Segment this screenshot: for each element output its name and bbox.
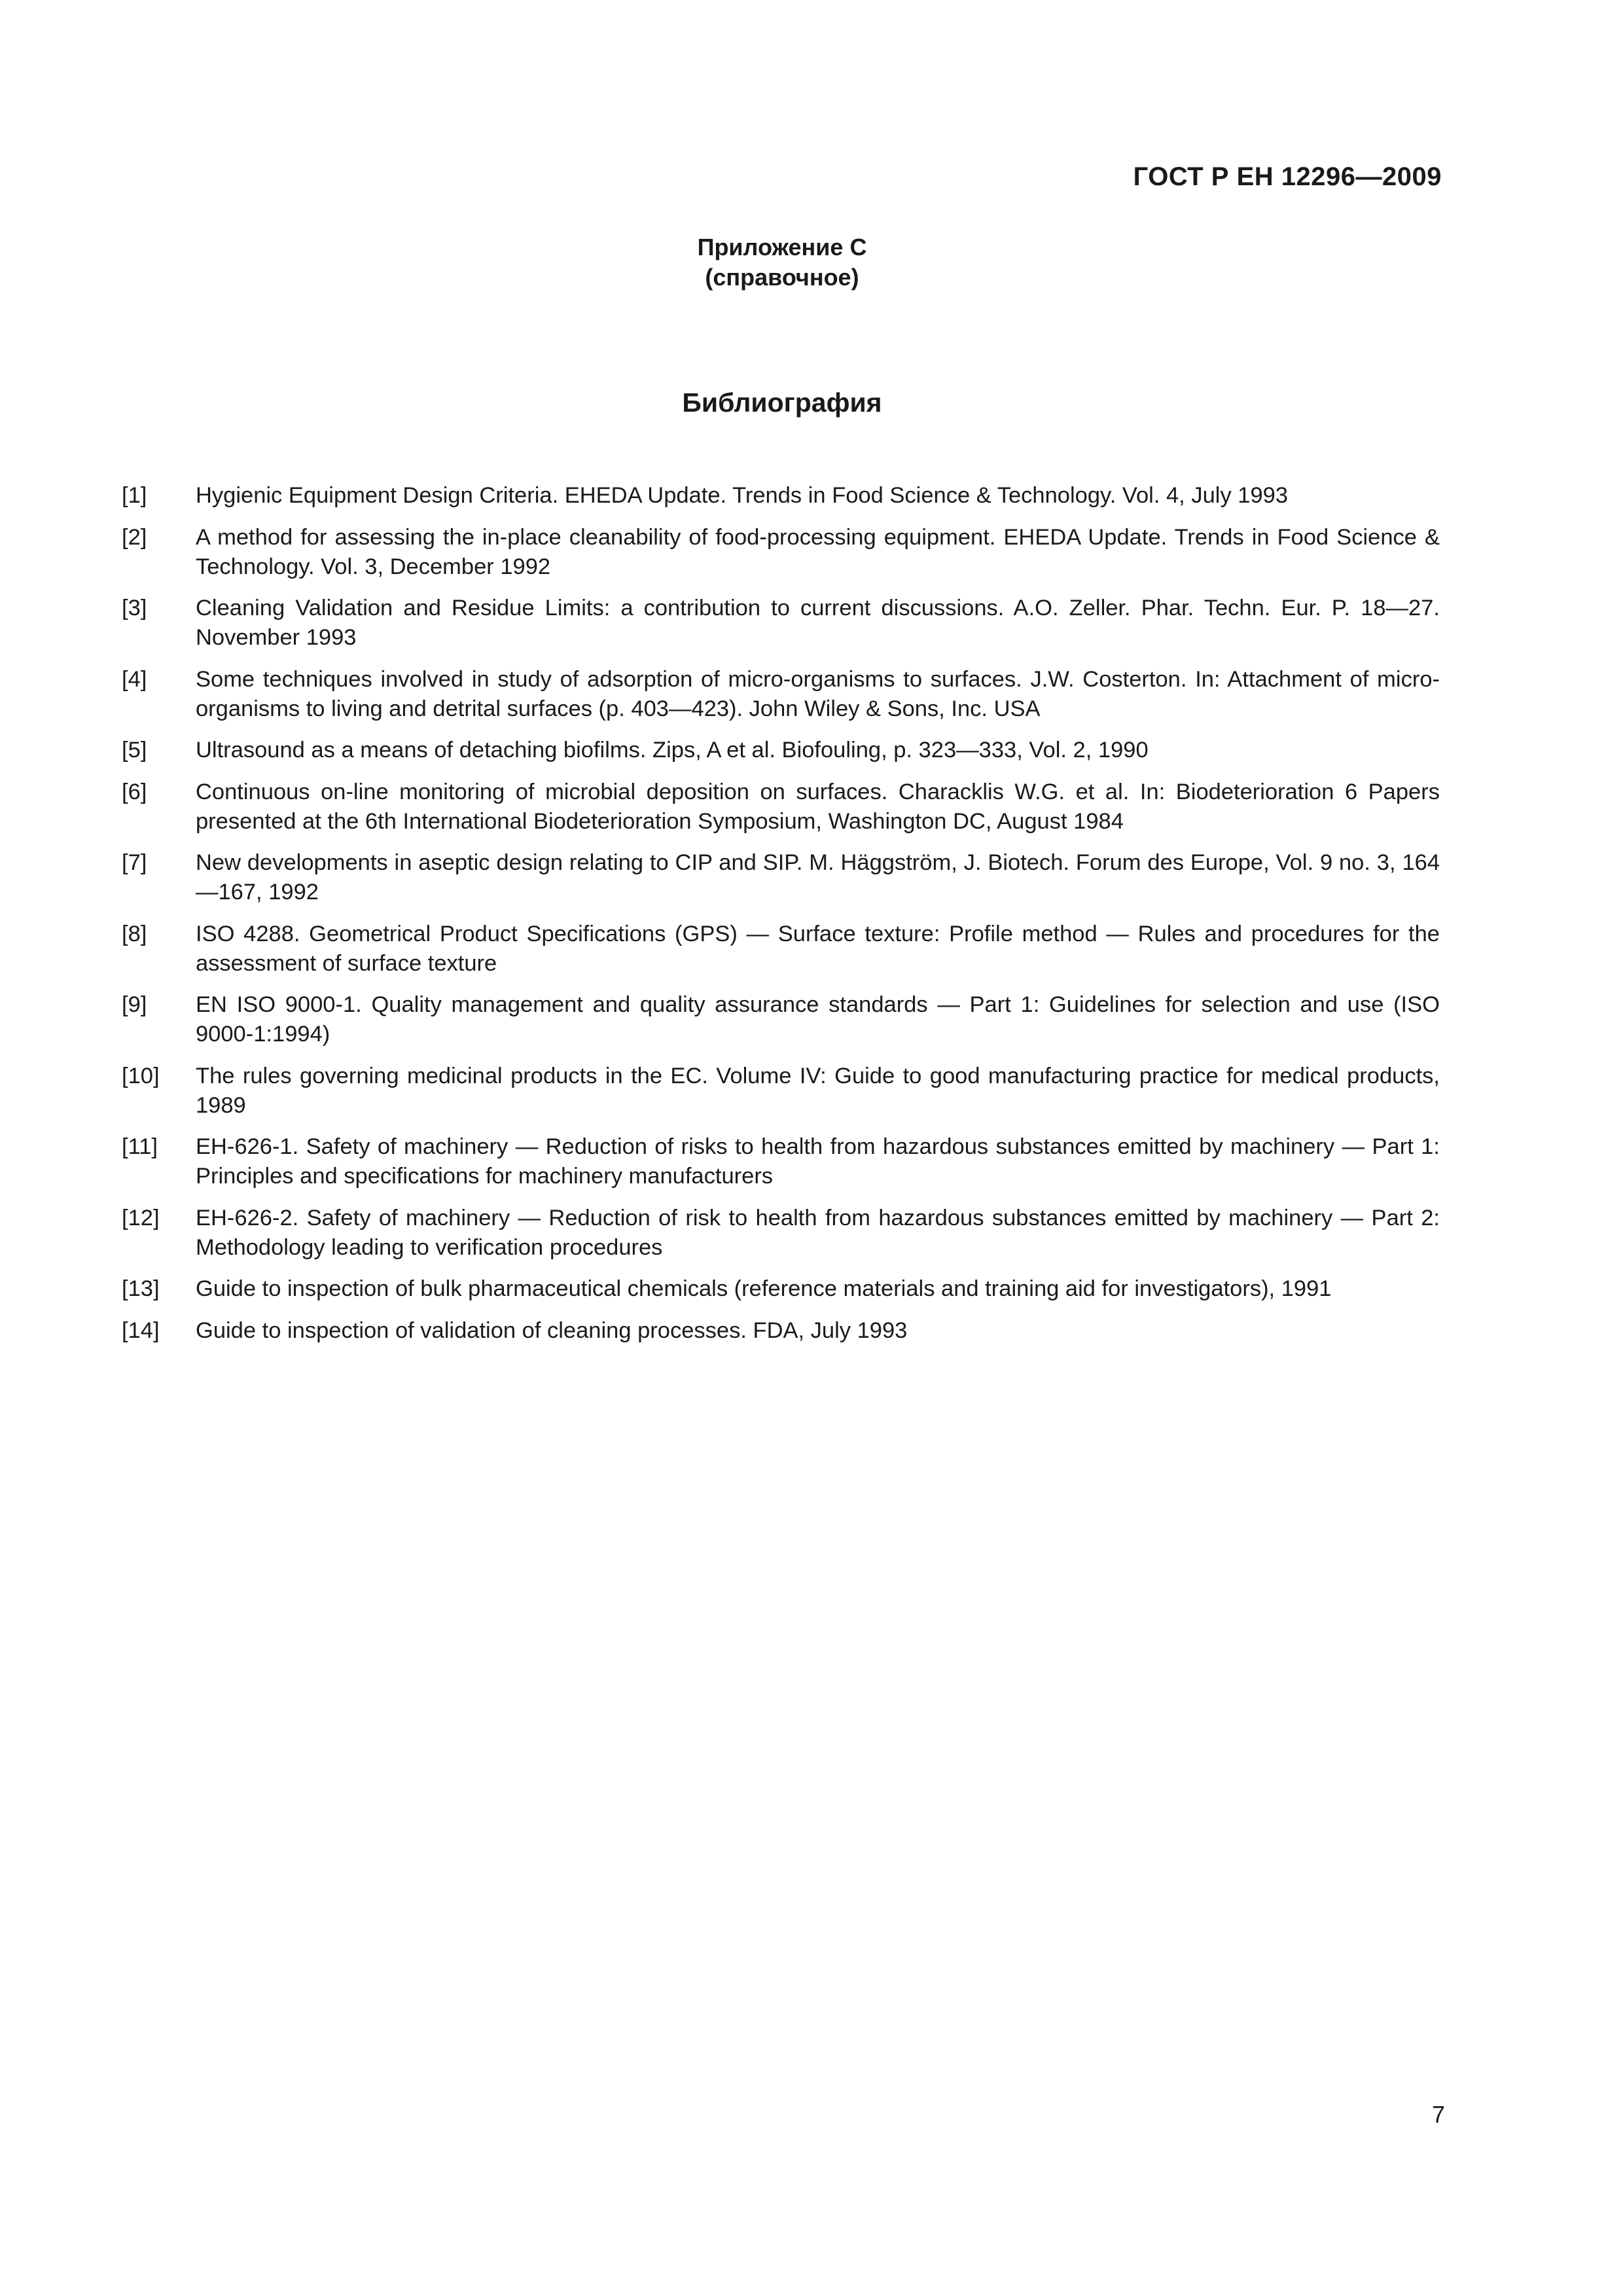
bibliography-entry <box>122 990 1440 1049</box>
bibliography-entry <box>122 1132 1440 1191</box>
bibliography-list <box>122 481 1440 1357</box>
reference-number: [9] <box>122 992 147 1017</box>
bibliography-title: Библиография <box>682 387 882 418</box>
bibliography-entry <box>122 665 1440 724</box>
bibliography-entry <box>122 1204 1440 1263</box>
reference-number: [1] <box>122 483 147 508</box>
reference-number: [2] <box>122 524 147 550</box>
document-code: ГОСТ Р ЕН 12296—2009 <box>1133 162 1442 191</box>
bibliography-entry <box>122 736 1440 765</box>
appendix-title: Приложение С <box>697 234 867 260</box>
reference-number: [11] <box>122 1134 158 1159</box>
reference-text: A method for assessing the in-place cleanability of food-processing equipment. EHEDA Update. Trends in Food Science & Technology. Vol. 3, December 1992 <box>196 524 1440 579</box>
reference-number: [7] <box>122 850 147 875</box>
bibliography-entry <box>122 848 1440 907</box>
reference-text: ISO 4288. Geometrical Product Specifications (GPS) — Surface texture: Profile method — Rules and procedures for the assessment of surface texture <box>196 921 1440 976</box>
reference-number: [5] <box>122 738 147 762</box>
appendix-heading <box>0 232 1564 293</box>
reference-text: EH-626-1. Safety of machinery — Reduction of risks to health from hazardous substances emitted by machinery — Part 1: Principles and specifications for machinery manufacturers <box>196 1134 1440 1189</box>
reference-number: [12] <box>122 1205 160 1230</box>
reference-text: Cleaning Validation and Residue Limits: a contribution to current discussions. A.O. Zeller. Phar. Techn. Eur. P. 18—27. November 1993 <box>196 596 1440 650</box>
reference-number: [8] <box>122 921 147 946</box>
bibliography-entry <box>122 523 1440 582</box>
reference-number: [10] <box>122 1063 160 1088</box>
bibliography-entry <box>122 1274 1440 1304</box>
reference-text: Ultrasound as a means of detaching biofilms. Zips, A et al. Biofouling, p. 323—333, Vol. 2, 1990 <box>196 738 1149 762</box>
reference-number: [13] <box>122 1276 160 1301</box>
reference-text: Continuous on-line monitoring of microbial deposition on surfaces. Characklis W.G. et al. In: Biodeterioration 6 Papers presented at the 6th International Biodeterioration Symposium, Washington DC, August 1984 <box>196 779 1440 834</box>
reference-number: [14] <box>122 1318 160 1343</box>
bibliography-entry <box>122 1062 1440 1121</box>
reference-number: [4] <box>122 666 147 692</box>
reference-text: EH-626-2. Safety of machinery — Reduction of risk to health from hazardous substances emitted by machinery — Part 2: Methodology leading to verification procedures <box>196 1205 1440 1260</box>
reference-number: [3] <box>122 596 147 620</box>
bibliography-entry <box>122 778 1440 836</box>
bibliography-entry <box>122 594 1440 653</box>
reference-number: [6] <box>122 779 147 804</box>
reference-text: EN ISO 9000-1. Quality management and quality assurance standards — Part 1: Guidelines for selection and use (ISO 9000-1:1994) <box>196 992 1440 1047</box>
reference-text: New developments in aseptic design relating to CIP and SIP. M. Häggström, J. Biotech. Forum des Europe, Vol. 9 no. 3, 164—167, 1992 <box>196 850 1440 905</box>
reference-text: Hygienic Equipment Design Criteria. EHEDA Update. Trends in Food Science & Technology. Vol. 4, July 1993 <box>196 483 1289 508</box>
page-number: 7 <box>1431 2101 1445 2128</box>
reference-text: Guide to inspection of validation of cleaning processes. FDA, July 1993 <box>196 1318 908 1343</box>
bibliography-entry <box>122 1316 1440 1346</box>
bibliography-entry <box>122 481 1440 511</box>
bibliography-entry <box>122 920 1440 978</box>
reference-text: The rules governing medicinal products in the EC. Volume IV: Guide to good manufacturing practice for medical products, 1989 <box>196 1063 1440 1118</box>
reference-text: Some techniques involved in study of adsorption of micro-organisms to surfaces. J.W. Costerton. In: Attachment of micro-organisms to living and detrital surfaces (p. 403—423). John Wiley & Sons, Inc. USA <box>196 666 1440 721</box>
reference-text: Guide to inspection of bulk pharmaceutical chemicals (reference materials and training aid for investigators), 1991 <box>196 1276 1332 1301</box>
appendix-subtitle: (справочное) <box>705 264 859 291</box>
